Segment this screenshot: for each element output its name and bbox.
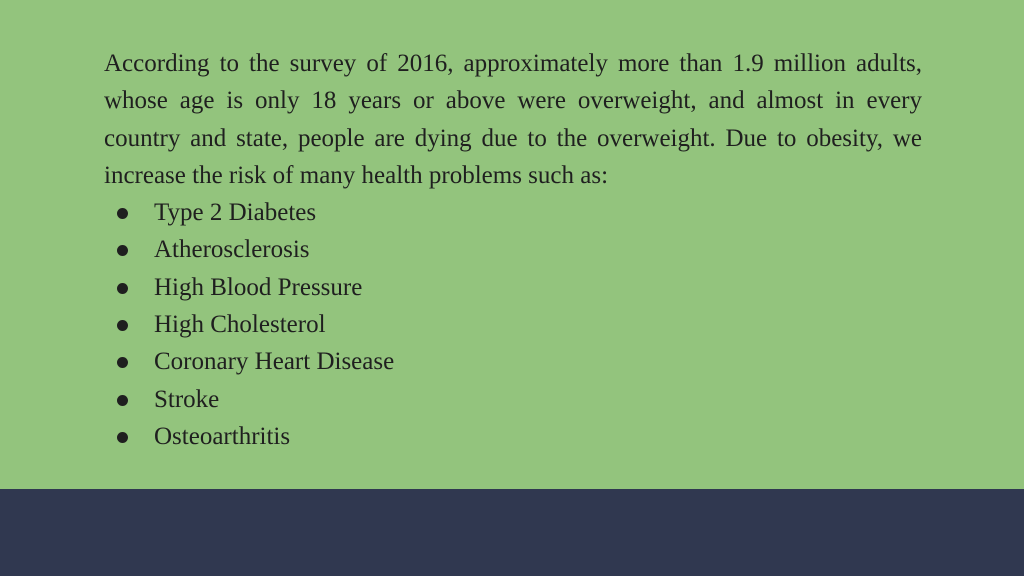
list-item (104, 231, 922, 268)
bullet-icon (117, 245, 128, 256)
list-item-label: Coronary Heart Disease (154, 348, 395, 376)
list-item (104, 343, 922, 380)
intro-paragraph: According to the survey of 2016, approximately more than 1.9 million adults, whose age is only 18 years or above were overweight, and almost in every country and state, people are dying due to the overweight. Due to obesity, we increase the risk of many health problems such as: (104, 50, 922, 189)
bullet-icon (117, 283, 128, 294)
footer-band (0, 489, 1024, 576)
list-item (104, 306, 922, 343)
list-item (104, 418, 922, 455)
list-item (104, 381, 922, 418)
list-item (104, 194, 922, 231)
bullet-icon (117, 357, 128, 368)
bullet-icon (117, 432, 128, 443)
list-item (104, 269, 922, 306)
list-item-label: High Blood Pressure (154, 273, 363, 301)
list-item-label: Type 2 Diabetes (154, 199, 317, 227)
health-problems-list (104, 194, 922, 455)
list-item-label: High Cholesterol (154, 311, 326, 339)
bullet-icon (117, 320, 128, 331)
bullet-icon (117, 208, 128, 219)
bullet-icon (117, 395, 128, 406)
list-item-label: Atherosclerosis (154, 236, 310, 264)
slide-content (104, 45, 922, 455)
list-item-label: Osteoarthritis (154, 422, 291, 450)
list-item-label: Stroke (154, 385, 220, 413)
